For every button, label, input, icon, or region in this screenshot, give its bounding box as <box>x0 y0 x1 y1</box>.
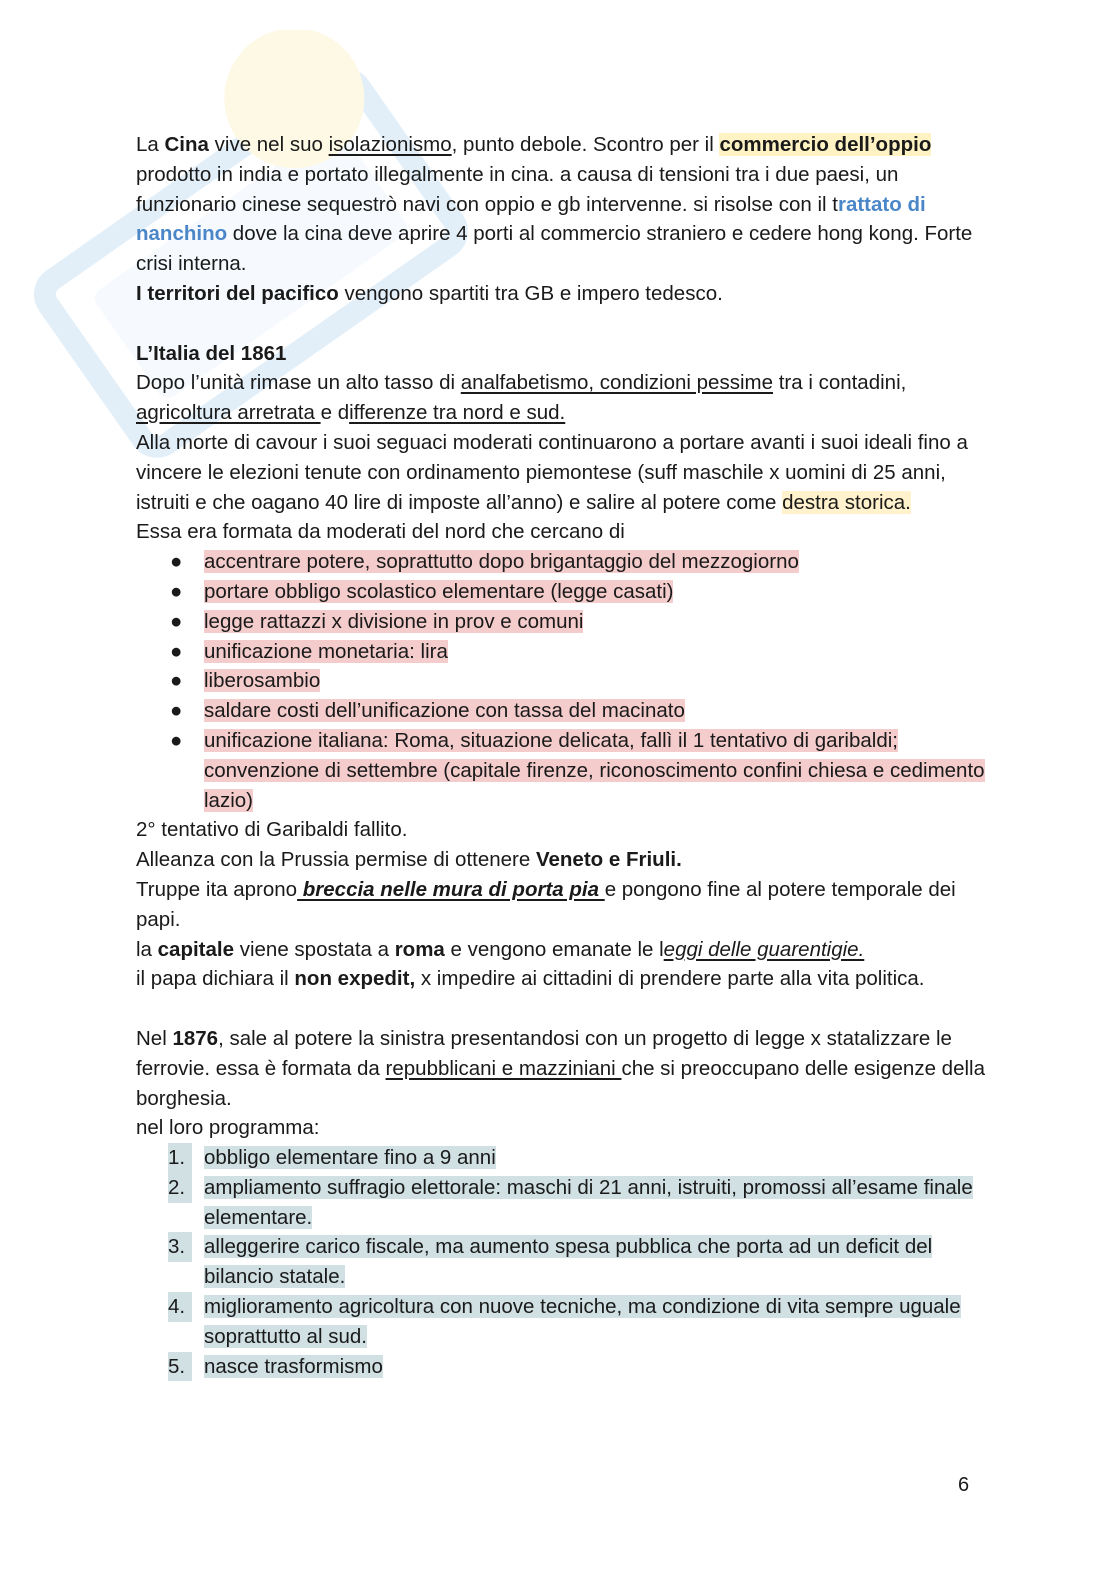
spacer <box>136 309 996 339</box>
list-item-text: unificazione monetaria: lira <box>204 639 448 663</box>
list-number: 2. <box>168 1173 192 1203</box>
text-run: e d <box>320 401 350 425</box>
list-item <box>136 1143 996 1173</box>
list-item-text: obbligo elementare fino a 9 anni <box>204 1146 496 1170</box>
text-run: La <box>136 133 165 156</box>
list-item-text: ampliamento suffragio elettorale: maschi di 21 anni, istruiti, promossi all’esame finale elementare. <box>204 1175 973 1229</box>
keyword-veneto-friuli: Veneto e Friuli. <box>535 848 682 872</box>
text-run: che si preoccupano delle esigenze della borghesia. <box>136 1056 985 1110</box>
bullet-icon: ● <box>170 728 183 752</box>
keyword-agricoltura: agricoltura arretrata <box>136 401 321 425</box>
spacer <box>136 994 996 1024</box>
line-capitale <box>136 935 996 965</box>
text-run: e vengono emanate le l <box>444 937 664 961</box>
text-run: dove la cina deve aprire 4 porti al commercio straniero e cedere hong kong. Forte crisi interna. <box>136 222 973 276</box>
text-run: tra i contadini, <box>773 371 907 395</box>
text-run: Alla morte di cavour i suoi seguaci moderati continuarono a portare avanti i suoi ideali fino a vincere le elezioni tenute con ordinamento piemontese (suff maschile x uomini di 25 anni, istruiti e che oagano 40 lire di imposte all’anno) e salire al potere come <box>136 430 968 514</box>
line-non-expedit <box>136 964 996 994</box>
list-number: 3. <box>168 1232 192 1262</box>
keyword-repubblicani: repubblicani e mazziniani <box>385 1056 622 1080</box>
keyword-commercio-oppio: commercio dell’oppio <box>719 133 932 156</box>
keyword-trattato-nanchino: rattato di nanchino <box>136 192 926 246</box>
text-run: , punto debole. Scontro per il <box>451 133 720 156</box>
line-porta-pia <box>136 875 996 935</box>
keyword-cina: Cina <box>164 133 209 156</box>
keyword-destra-storica: destra storica. <box>782 490 911 514</box>
paragraph-cavour <box>136 428 996 517</box>
list-item <box>136 577 996 607</box>
list-item <box>136 696 996 726</box>
list-number: 1. <box>168 1143 192 1173</box>
list-item-text: saldare costi dell’unificazione con tassa del macinato <box>204 699 685 723</box>
text-run: Truppe ita aprono <box>136 877 298 901</box>
keyword-analfabetismo: analfabetismo, condizioni pessime <box>460 371 773 395</box>
list-item <box>136 547 996 577</box>
text-run: la <box>136 937 158 961</box>
paragraph-cina <box>136 130 996 279</box>
list-item <box>136 1232 996 1292</box>
text-run: viene spostata a <box>234 937 395 961</box>
line-programma: nel loro programma: <box>136 1116 320 1140</box>
text-run: vengono spartiti tra GB e impero tedesco. <box>338 281 723 305</box>
list-item-text: portare obbligo scolastico elementare (legge casati) <box>204 579 674 603</box>
page-number: 6 <box>958 1474 970 1496</box>
keyword-non-expedit: non expedit, <box>294 967 416 991</box>
text-run: prodotto in india e portato illegalmente in cina. a causa di tensioni tra i due paesi, un funzionario cinese sequestrò navi con oppio e gb intervenne. si risolse con il t <box>136 162 899 216</box>
keyword-differenze: ifferenze tra nord e sud. <box>349 401 566 425</box>
text-run: vive nel suo <box>208 133 329 156</box>
text-run: Nel <box>136 1026 173 1050</box>
keyword-breccia: breccia nelle mura di porta pia <box>297 877 605 901</box>
list-item <box>136 1292 996 1352</box>
bullet-icon: ● <box>170 609 183 633</box>
list-item <box>136 1173 996 1233</box>
list-item-text: unificazione italiana: Roma, situazione delicata, fallì il 1 tentativo di garibaldi; convenzione di settembre (capitale firenze, riconoscimento confini chiesa e cedimento lazio) <box>204 728 985 812</box>
text-run: il papa dichiara il <box>136 967 295 991</box>
list-item-text: accentrare potere, soprattutto dopo brigantaggio del mezzogiorno <box>204 550 799 574</box>
keyword-capitale: capitale <box>157 937 235 961</box>
list-number: 5. <box>168 1352 192 1382</box>
list-item-text: alleggerire carico fiscale, ma aumento spesa pubblica che porta ad un deficit del bilancio statale. <box>204 1235 933 1289</box>
keyword-isolazionismo: isolazionismo <box>328 133 452 156</box>
keyword-guarentigie: eggi delle guarentigie. <box>663 937 865 961</box>
list-item <box>136 637 996 667</box>
bullet-icon: ● <box>170 579 183 603</box>
keyword-territori-pacifico: I territori del pacifico <box>136 281 339 305</box>
text-run: , sale al potere la sinistra presentandosi con un progetto di legge x statalizzare le ferrovie. essa è formata da <box>136 1026 952 1080</box>
text-run: e pongono fine al potere temporale dei papi. <box>136 877 956 931</box>
section-heading-italia: L’Italia del 1861 <box>136 341 287 365</box>
bullet-icon: ● <box>170 669 183 693</box>
list-item-text: nasce trasformismo <box>204 1354 383 1378</box>
list-item <box>136 1352 996 1382</box>
sinistra-numbered-list <box>136 1143 996 1381</box>
list-item <box>136 726 996 815</box>
bullet-icon: ● <box>170 639 183 663</box>
paragraph-sinistra <box>136 1024 996 1113</box>
line-garibaldi: 2° tentativo di Garibaldi fallito. <box>136 818 408 842</box>
text-run: Dopo l’unità rimase un alto tasso di <box>136 371 461 395</box>
bullet-icon: ● <box>170 550 183 574</box>
list-item-text: liberosambio <box>204 669 321 693</box>
text-run: x impedire ai cittadini di prendere parte alla vita politica. <box>415 967 925 991</box>
text-run: Alleanza con la Prussia permise di ottenere <box>136 848 536 872</box>
list-number: 4. <box>168 1292 192 1322</box>
list-item <box>136 607 996 637</box>
line-prussia <box>136 845 996 875</box>
paragraph-territori <box>136 279 996 309</box>
keyword-year-1876: 1876 <box>172 1026 219 1050</box>
keyword-roma: roma <box>394 937 445 961</box>
destra-bullet-list <box>136 547 996 815</box>
list-item <box>136 666 996 696</box>
paragraph-moderati: Essa era formata da moderati del nord che cercano di <box>136 520 625 544</box>
paragraph-unita <box>136 368 996 428</box>
document-page <box>136 130 996 1381</box>
list-item-text: legge rattazzi x divisione in prov e comuni <box>204 609 584 633</box>
list-item-text: miglioramento agricoltura con nuove tecniche, ma condizione di vita sempre uguale soprattutto al sud. <box>204 1295 961 1348</box>
bullet-icon: ● <box>170 699 183 723</box>
